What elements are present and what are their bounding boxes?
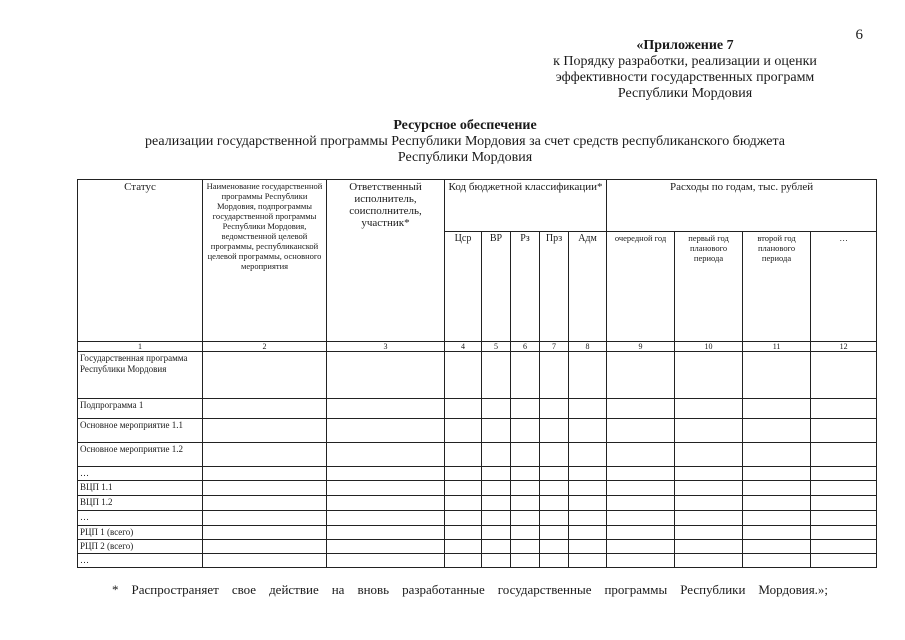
appendix-line: Республики Мордовия [617,86,753,101]
table-row [78,511,877,526]
table-row [78,526,877,540]
heading-subtitle: Республики Мордовия [397,150,533,165]
table-row [78,554,877,568]
appendix-line: эффективности государственных программ [555,70,815,85]
heading-title: Ресурсное обеспечение [393,118,537,133]
header-year-more: … [811,232,877,342]
appendix-block [515,38,855,102]
table-row [78,352,877,399]
column-number: 3 [327,342,445,352]
row-label: … [78,511,203,526]
table-row [78,496,877,511]
column-number: 4 [445,342,482,352]
table-row [78,419,877,443]
column-number: 8 [569,342,607,352]
table-row [78,443,877,467]
header-responsible: Ответственный исполнитель, соисполнитель, участник* [327,180,445,342]
header-code-adm: Адм [569,232,607,342]
table-row [78,399,877,419]
row-label: РЦП 1 (всего) [78,526,203,540]
table-row [78,540,877,554]
row-label: ВЦП 1.2 [78,496,203,511]
footnote: * Распространяет свое действие на вновь разработанные государственные программы Республики Мордовия.»; [112,582,829,597]
header-expenses: Расходы по годам, тыс. рублей [607,180,877,232]
header-name: Наименование государственной программы Республики Мордовия, подпрограммы государственной программы Республики Мордовия, ведомственной целевой программы, республиканской целевой программы, основного мероприятия [203,180,327,342]
header-budget-code: Код бюджетной классификации* [445,180,607,232]
table-row [78,467,877,481]
header-year-second: второй год планового периода [743,232,811,342]
column-number: 11 [743,342,811,352]
resource-table [77,179,877,568]
column-number: 7 [540,342,569,352]
row-label: Подпрограмма 1 [78,399,203,419]
header-status: Статус [78,180,203,342]
row-label: Государственная программа Республики Мордовия [78,352,203,399]
table-row [78,481,877,496]
row-label: … [78,467,203,481]
column-number: 5 [482,342,511,352]
column-number: 2 [203,342,327,352]
column-number: 1 [78,342,203,352]
column-number: 6 [511,342,540,352]
heading-subtitle: реализации государственной программы Республики Мордовия за счет средств республиканского бюджета [145,134,785,149]
column-number: 9 [607,342,675,352]
row-label: Основное мероприятие 1.1 [78,419,203,443]
appendix-line: к Порядку разработки, реализации и оценки [553,54,817,69]
row-label: Основное мероприятие 1.2 [78,443,203,467]
row-label: ВЦП 1.1 [78,481,203,496]
appendix-title: «Приложение 7 [636,38,734,53]
header-code-vr: ВР [482,232,511,342]
header-code-prz: Прз [540,232,569,342]
column-number: 12 [811,342,877,352]
document-heading [60,118,870,166]
page-number: 6 [855,27,863,43]
header-year-current: очередной год [607,232,675,342]
header-code-csr: Цср [445,232,482,342]
row-label: РЦП 2 (всего) [78,540,203,554]
header-year-first: первый год планового периода [675,232,743,342]
column-number: 10 [675,342,743,352]
row-label: … [78,554,203,568]
header-code-rz: Рз [511,232,540,342]
